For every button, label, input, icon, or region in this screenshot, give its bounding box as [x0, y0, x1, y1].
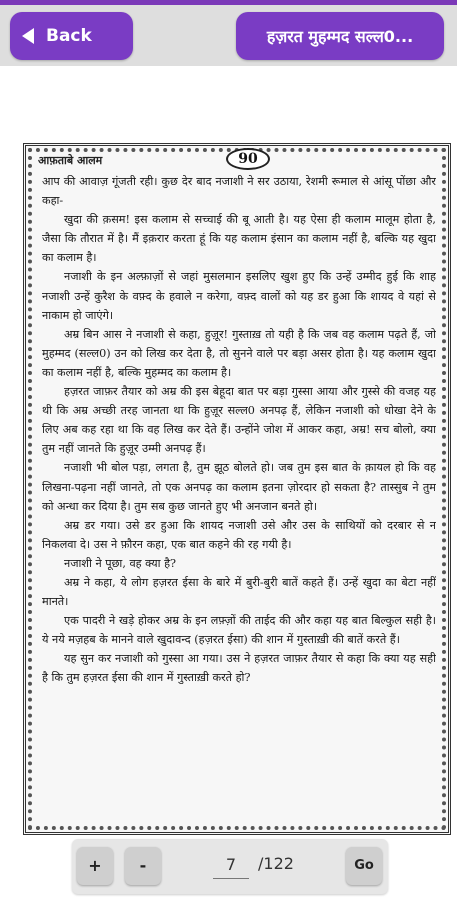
- paragraph: आप की आवाज़ गूंजती रही। कुछ देर बाद नजाशी ने सर उठाया, रेशमी रूमाल से आंसू पोंछा और कहा-: [42, 175, 436, 208]
- zoom-out-button[interactable]: -: [125, 847, 161, 885]
- back-label: Back: [46, 26, 92, 46]
- paragraph: अम्र बिन आस ने नजाशी से कहा, हुज़ूर! गुस्ताख़ तो यही है कि जब वह कलाम पढ़ते हैं, जो मुहम्मद (सल्ल0) उन को लिख कर देता है, तो सुनने वाले पर बड़ा असर होता है। यह कलाम खुदा का कलाम नहीं है, बल्कि मुहम्मद का कलाम है।: [42, 327, 436, 379]
- page-number-input[interactable]: [213, 851, 249, 879]
- go-button[interactable]: Go: [346, 847, 382, 885]
- book-page: [23, 143, 451, 835]
- paragraph: नजाशी के इन अल्फ़ाज़ों से जहां मुसलमान इसलिए खुश हुए कि उन्हें उम्मीद हुई कि शाह नजाशी उन्हें कुरैश के वफ़्द के हवाले न करेगा, वफ़्द वालों को यह डर हुआ कि शायद वे यहां से नाकाम हो जाएंगे।: [42, 270, 436, 322]
- book-title-button[interactable]: [236, 12, 444, 60]
- zoom-in-button[interactable]: +: [77, 847, 113, 885]
- paragraph: एक पादरी ने खड़े होकर अम्र के इन लफ़्ज़ों की ताईद की और कहा यह बात बिल्कुल सही है। ये नये मज़हब के मानने वाले खुदावन्द (हज़रत ईसा) की शान में गुस्ताख़ी की बातें करते हैं।: [42, 614, 436, 647]
- top-bar: [0, 0, 457, 66]
- back-arrow-icon: [22, 28, 34, 44]
- paragraph: अम्र डर गया। उसे डर हुआ कि शायद नजाशी उसे और उस के साथियों को दरबार से न निकलवा दे। उस ने फ़ौरन कहा, एक बात कहने की रह गयी है।: [42, 518, 436, 551]
- book-title-label: हज़रत मुहम्मद सल्ल0...: [266, 27, 414, 46]
- back-button[interactable]: [10, 12, 133, 60]
- page-number-badge: 90: [226, 148, 270, 170]
- header-rule: [118, 160, 436, 162]
- page-header: [38, 150, 436, 172]
- running-header: आफ़ताबे आलम: [38, 154, 103, 167]
- total-pages-label: /122: [258, 854, 294, 873]
- paragraph: अम्र ने कहा, ये लोग हज़रत ईसा के बारे में बुरी-बुरी बातें कहते हैं। उन्हें खुदा का बेटा नहीं मानते।: [42, 575, 436, 609]
- paragraph: नजाशी ने पूछा, वह क्या है?: [64, 556, 177, 570]
- paragraph: नजाशी भी बोल पड़ा, लगता है, तुम झूठ बोलते हो। जब तुम इस बात के क़ायल हो कि वह लिखना-पढ़ना नहीं जानते, तो एक अनपढ़ का कलाम इतना ज़ोरदार हो सकता है? तास्सुब ने तुम को अन्धा कर दिया है। तुम सब कुछ जानते हुए भी अनजान बनते हो।: [42, 461, 436, 513]
- status-strip: [0, 0, 457, 5]
- paragraph: हज़रत जाफ़र तैयार को अम्र की इस बेहूदा बात पर बड़ा गुस्सा आया और गुस्से की वजह यह थी कि अम्र अच्छी तरह जानता था कि हुज़ूर सल्ल0 अनपढ़ हैं, लेकिन नजाशी को धोखा देने के लिए अब कह रहा था कि वह लिख कर देते हैं। उन्होंने जोश में आकर कहा, अम्र! सच बोलो, क्या तुम नहीं जानते कि हुज़ूर उम्मी अनपढ़ हैं।: [42, 385, 436, 456]
- paragraph: खुदा की क़सम! इस कलाम से सच्चाई की बू आती है। यह ऐसा ही कलाम मालूम होता है, जैसा कि तौरात में है। मैं इक़रार करता हूं कि यह कलाम इंसान का कलाम नहीं है, बल्कि यह खुदा का कलाम है।: [42, 213, 436, 265]
- page-body-text: [42, 172, 436, 810]
- paragraph: यह सुन कर नजाशी को गुस्सा आ गया। उस ने हज़रत जाफ़र तैयार से कहा कि क्या यह सही है कि तुम हज़रत ईसा की शान में गुस्ताख़ी करते हो?: [42, 652, 436, 685]
- page-navigation-bar: [72, 839, 388, 894]
